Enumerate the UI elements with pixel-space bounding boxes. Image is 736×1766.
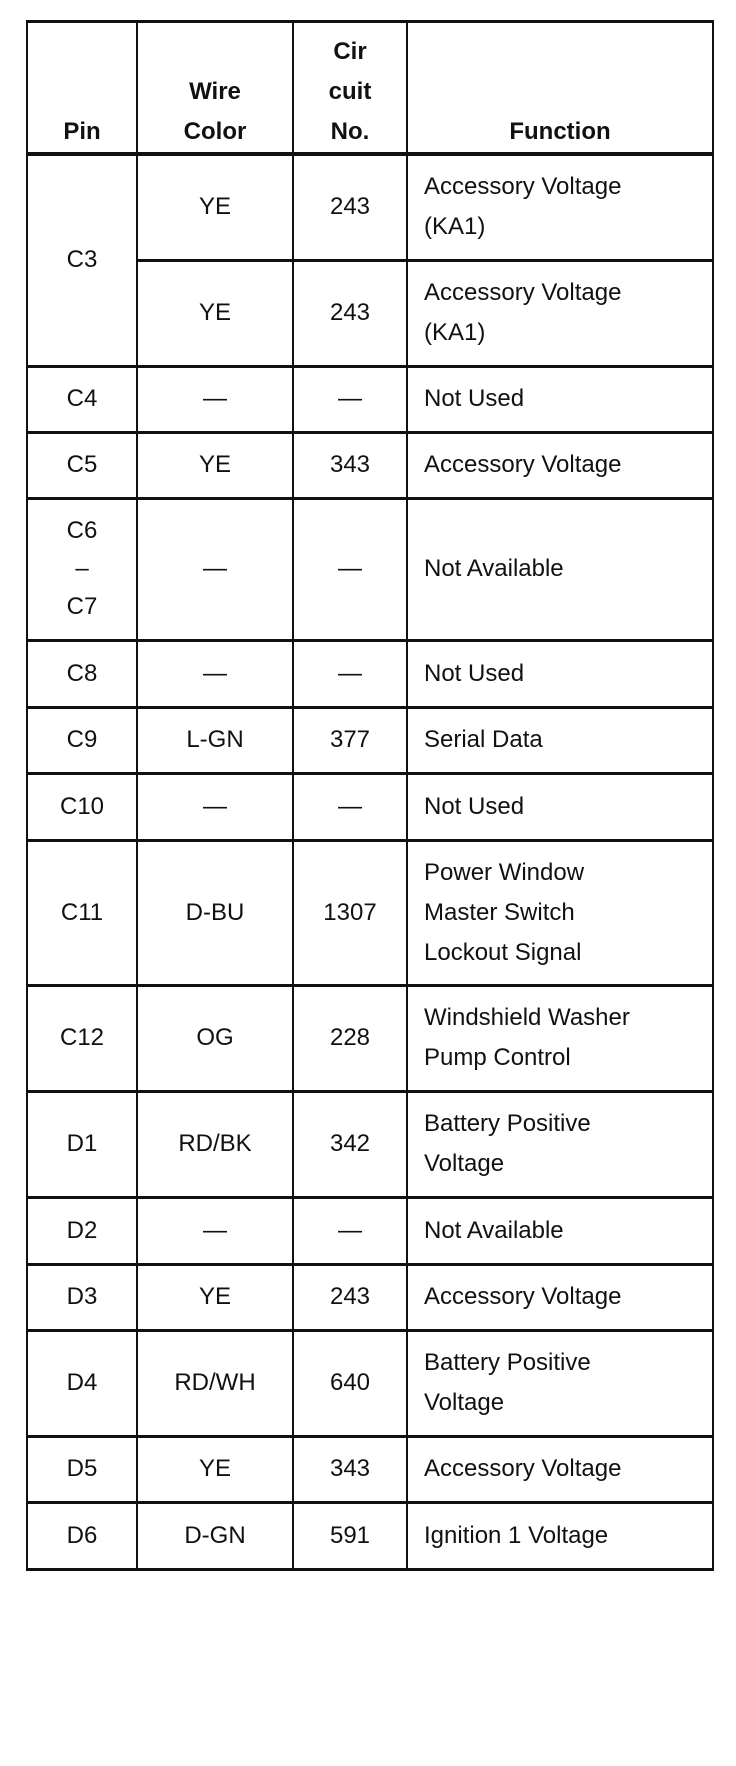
pin-cell: C4 <box>27 366 137 432</box>
function-cell <box>407 154 713 260</box>
table-row <box>27 1197 713 1264</box>
pin-cell: D6 <box>27 1502 137 1569</box>
pin-cell: D5 <box>27 1436 137 1502</box>
pinout-table <box>26 20 714 1571</box>
circuit-cell: 1307 <box>293 840 407 985</box>
pin-cell: D4 <box>27 1330 137 1436</box>
circuit-cell: 591 <box>293 1502 407 1569</box>
wire-color-cell: — <box>137 1197 293 1264</box>
table-row <box>27 773 713 840</box>
circuit-cell: 243 <box>293 1264 407 1330</box>
circuit-cell: 243 <box>293 154 407 260</box>
pin-cell: C12 <box>27 985 137 1091</box>
table-row <box>27 1436 713 1502</box>
function-cell: Not Used <box>407 366 713 432</box>
table-row <box>27 1502 713 1569</box>
wire-color-cell: — <box>137 498 293 640</box>
table-row <box>27 154 713 260</box>
header-circuit-no <box>293 22 407 155</box>
function-cell <box>407 260 713 366</box>
wire-color-cell: L-GN <box>137 707 293 773</box>
function-cell: Not Available <box>407 498 713 640</box>
circuit-cell: 377 <box>293 707 407 773</box>
table-row <box>27 366 713 432</box>
pin-cell: C5 <box>27 432 137 498</box>
function-cell: Not Used <box>407 640 713 707</box>
pin-cell: C9 <box>27 707 137 773</box>
wire-color-cell: D-GN <box>137 1502 293 1569</box>
circuit-cell: 228 <box>293 985 407 1091</box>
circuit-cell: 343 <box>293 432 407 498</box>
function-text: Power Window Master Switch Lockout Signal <box>424 858 585 966</box>
function-cell <box>407 1330 713 1436</box>
header-function: Function <box>407 22 713 155</box>
wire-color-cell: YE <box>137 260 293 366</box>
function-cell <box>407 840 713 985</box>
pin-cell: C10 <box>27 773 137 840</box>
function-text: Battery Positive Voltage <box>424 1110 591 1177</box>
function-text: Battery Positive Voltage <box>424 1349 591 1416</box>
circuit-cell: 640 <box>293 1330 407 1436</box>
circuit-cell: 243 <box>293 260 407 366</box>
header-pin: Pin <box>27 22 137 155</box>
circuit-cell: 342 <box>293 1091 407 1197</box>
function-cell: Serial Data <box>407 707 713 773</box>
circuit-cell: — <box>293 498 407 640</box>
pin-cell: D3 <box>27 1264 137 1330</box>
pin-cell: C11 <box>27 840 137 985</box>
circuit-cell: 343 <box>293 1436 407 1502</box>
table-row <box>27 1264 713 1330</box>
wire-color-cell: D-BU <box>137 840 293 985</box>
wire-color-cell: — <box>137 366 293 432</box>
pin-cell: C3 <box>27 154 137 366</box>
circuit-cell: — <box>293 773 407 840</box>
function-text: Accessory Voltage (KA1) <box>424 173 622 241</box>
table-row <box>27 985 713 1091</box>
wire-color-cell: RD/BK <box>137 1091 293 1197</box>
wire-color-cell: RD/WH <box>137 1330 293 1436</box>
wire-color-cell: — <box>137 640 293 707</box>
function-cell: Not Available <box>407 1197 713 1264</box>
function-text: Windshield Washer Pump Control <box>424 1004 630 1071</box>
table-row <box>27 432 713 498</box>
circuit-cell: — <box>293 640 407 707</box>
table-row <box>27 1091 713 1197</box>
wire-color-cell: YE <box>137 1264 293 1330</box>
function-cell: Accessory Voltage <box>407 1264 713 1330</box>
wire-color-cell: — <box>137 773 293 840</box>
pin-cell: D1 <box>27 1091 137 1197</box>
pin-text: C6 –C7 <box>66 517 98 620</box>
wire-color-cell: YE <box>137 1436 293 1502</box>
function-cell: Not Used <box>407 773 713 840</box>
header-wire-color <box>137 22 293 155</box>
function-cell: Accessory Voltage <box>407 432 713 498</box>
wire-color-cell: YE <box>137 432 293 498</box>
table-row <box>27 640 713 707</box>
wire-color-cell: OG <box>137 985 293 1091</box>
circuit-cell: — <box>293 1197 407 1264</box>
table-row <box>27 840 713 985</box>
pin-cell: D2 <box>27 1197 137 1264</box>
wire-color-cell: YE <box>137 154 293 260</box>
table-row <box>27 1330 713 1436</box>
header-circuit-no-label: Cir cuit No. <box>328 38 372 145</box>
circuit-cell: — <box>293 366 407 432</box>
pin-cell <box>27 498 137 640</box>
header-row <box>27 22 713 155</box>
function-cell <box>407 1091 713 1197</box>
table-row <box>27 498 713 640</box>
function-text: Accessory Voltage (KA1) <box>424 279 622 346</box>
function-cell: Accessory Voltage <box>407 1436 713 1502</box>
pin-cell: C8 <box>27 640 137 707</box>
function-cell: Ignition 1 Voltage <box>407 1502 713 1569</box>
table-row <box>27 707 713 773</box>
header-wire-color-label: Wire Color <box>183 78 247 145</box>
function-cell <box>407 985 713 1091</box>
